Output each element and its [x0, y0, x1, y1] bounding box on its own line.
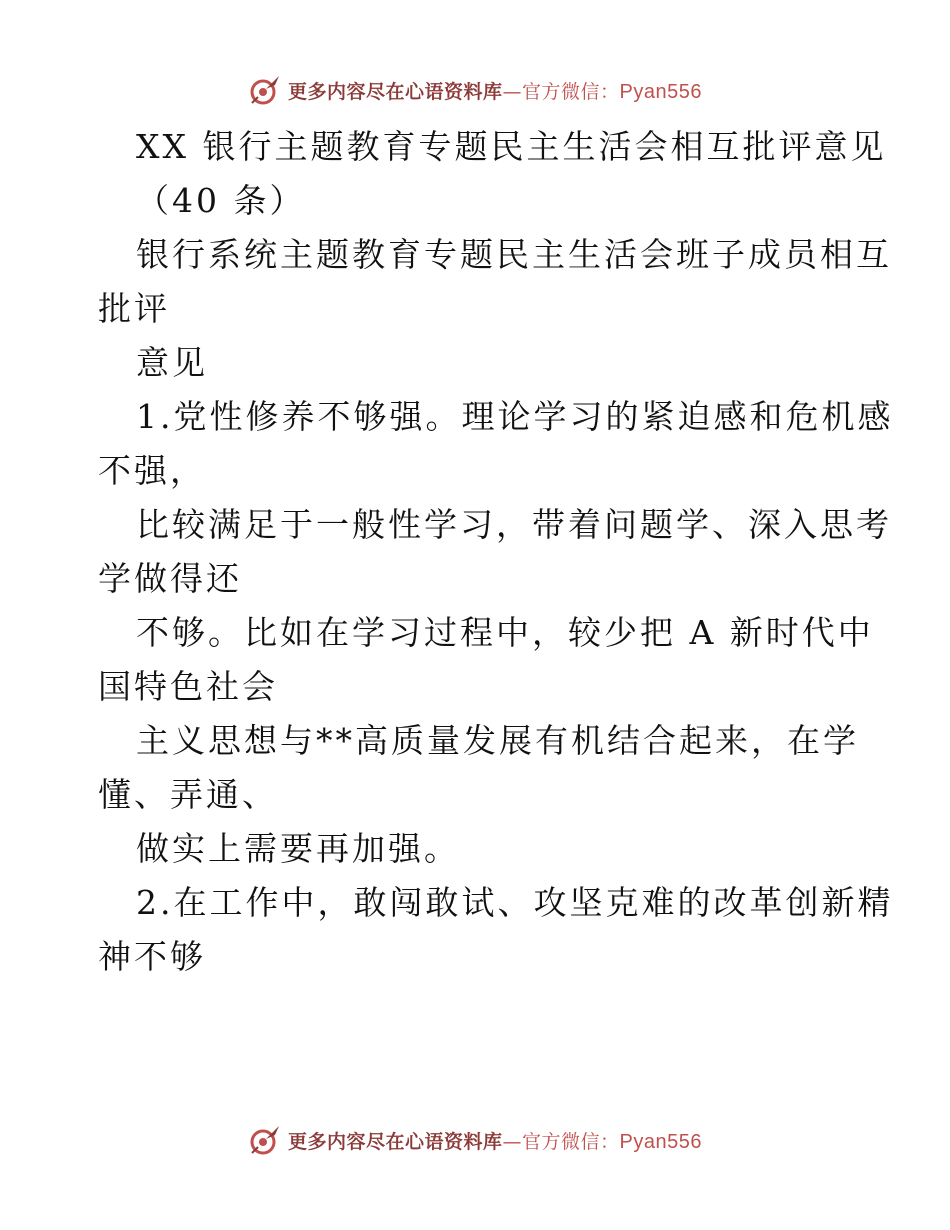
- document-body: [98, 120, 894, 984]
- footer-watermark: [0, 1120, 950, 1160]
- quill-logo-icon: [248, 1123, 282, 1157]
- text-line-10: 不够。比如在学习过程中，较少把 A 新时代中: [136, 613, 874, 652]
- text-line-12: 主义思想与**高质量发展有机结合起来，在学: [136, 721, 859, 760]
- watermark-dash: —: [502, 80, 523, 103]
- text-line-15: 2.在工作中，敢闯敢试、攻坚克难的改革创新精: [136, 883, 894, 922]
- watermark-dash: —: [502, 1130, 523, 1153]
- text-line-3: 银行系统主题教育专题民主生活会班子成员相互: [136, 235, 892, 274]
- text-line-6: 1.党性修养不够强。理论学习的紧迫感和危机感: [136, 397, 894, 436]
- watermark-text: [288, 1127, 702, 1154]
- text-line-2: （40 条）: [136, 181, 306, 220]
- text-line-11: 国特色社会: [98, 667, 278, 706]
- watermark-main: 更多内容尽在心语资料库: [288, 1130, 503, 1153]
- text-line-1: XX 银行主题教育专题民主生活会相互批评意见: [136, 127, 887, 166]
- quill-logo-icon: [248, 73, 282, 107]
- watermark-text: [288, 77, 702, 104]
- text-line-14: 做实上需要再加强。: [136, 829, 460, 868]
- text-line-8: 比较满足于一般性学习，带着问题学、深入思考: [136, 505, 892, 544]
- header-watermark: [0, 70, 950, 110]
- text-line-16: 神不够: [98, 937, 206, 976]
- text-line-4: 批评: [98, 289, 170, 328]
- watermark-official: 官方微信：: [522, 80, 620, 103]
- text-line-13: 懂、弄通、: [98, 775, 278, 814]
- watermark-main: 更多内容尽在心语资料库: [288, 80, 503, 103]
- text-line-9: 学做得还: [98, 559, 242, 598]
- text-line-5: 意见: [136, 343, 208, 382]
- watermark-official: 官方微信：: [522, 1130, 620, 1153]
- watermark-handle: Pyan556: [619, 1130, 702, 1153]
- watermark-handle: Pyan556: [619, 80, 702, 103]
- text-line-7: 不强，: [98, 451, 206, 490]
